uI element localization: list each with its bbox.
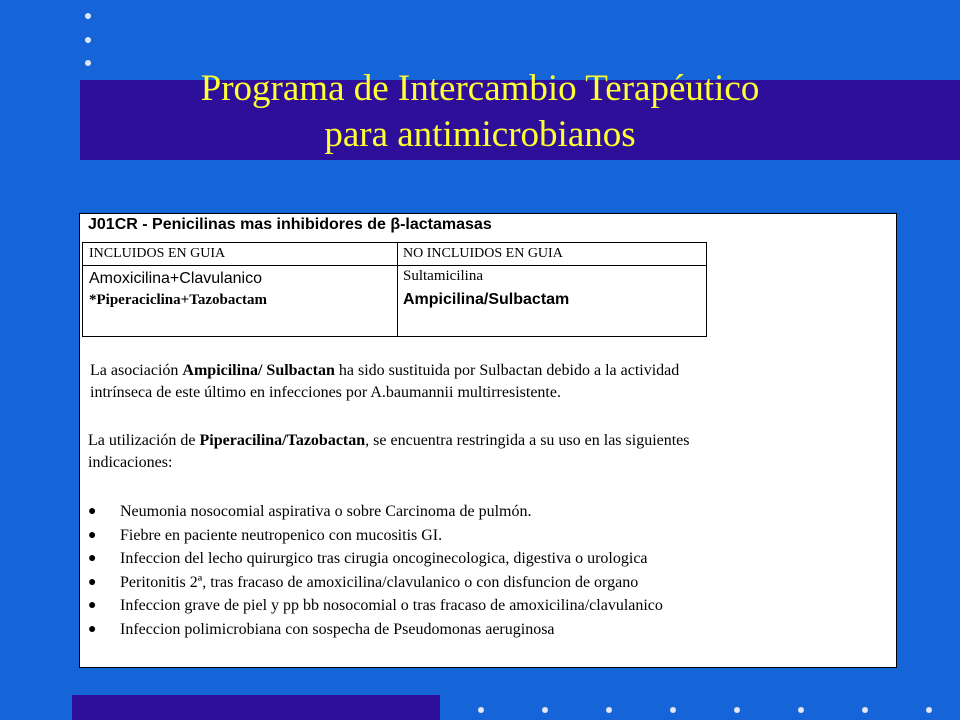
not-included-drug-2: Ampicilina/Sulbactam — [403, 291, 570, 308]
not-included-drug-1: Sultamicilina — [403, 268, 483, 284]
list-item — [88, 525, 663, 549]
list-item — [88, 572, 663, 596]
included-drug-1: Amoxicilina+Clavulanico — [89, 270, 262, 287]
slide-title — [80, 66, 880, 158]
para2-pre: La utilización de — [88, 432, 200, 449]
list-item — [88, 619, 663, 643]
paragraph-ampicilina — [90, 360, 679, 404]
decor-dot — [478, 707, 484, 713]
decor-dot — [85, 13, 91, 19]
decor-dot — [862, 707, 868, 713]
decor-dot — [734, 707, 740, 713]
list-item-text: Fiebre en paciente neutropenico con mucositis GI. — [120, 526, 443, 544]
list-item — [88, 595, 663, 619]
indications-list — [88, 501, 663, 642]
list-item — [88, 501, 663, 525]
decor-dot — [926, 707, 932, 713]
doc-header-text: - Penicilinas mas inhibidores de β-lactamasas — [137, 216, 492, 233]
para2-bold: Piperacilina/Tazobactan — [199, 432, 366, 449]
list-item-text: Peritonitis 2ª, tras fracaso de amoxicilina/clavulanico o con disfuncion de organo — [120, 573, 639, 591]
bottom-band — [72, 695, 440, 720]
doc-header-code: J01CR — [88, 216, 138, 233]
paragraph-piperacilina — [88, 430, 690, 474]
col-header-not-included: NO INCLUIDOS EN GUIA — [403, 246, 563, 261]
bullet-icon: ● — [88, 504, 97, 519]
included-drug-2: *Piperaciclina+Tazobactam — [89, 292, 267, 308]
guide-table — [82, 242, 707, 337]
para1-post: ha sido sustituida por Sulbactan debido a la actividad — [334, 362, 680, 379]
bullet-icon: ● — [88, 621, 97, 637]
list-item — [88, 548, 663, 572]
decor-dot — [85, 37, 91, 43]
slide-title-line1: Programa de Intercambio Terapéutico — [200, 68, 760, 109]
embedded-document — [79, 213, 897, 668]
decor-dot — [606, 707, 612, 713]
para1-pre: La asociación — [90, 362, 183, 379]
doc-header — [88, 216, 492, 234]
bullet-icon: ● — [88, 527, 97, 543]
bullet-icon: ● — [88, 598, 97, 613]
para2-post: , se encuentra restringida a su uso en las siguientes — [365, 432, 690, 449]
bullet-icon: ● — [88, 574, 97, 590]
decor-dot — [670, 707, 676, 713]
decor-dot — [798, 707, 804, 713]
list-item-text: Infeccion grave de piel y pp bb nosocomial o tras fracaso de amoxicilina/clavulanico — [120, 597, 663, 614]
table-divider-horizontal — [83, 265, 706, 266]
bullet-icon: ● — [88, 551, 97, 566]
col-header-included: INCLUIDOS EN GUIA — [89, 246, 226, 261]
para1-line2: intrínseca de este último en infecciones por A.baumannii multirresistente. — [90, 384, 561, 401]
para1-bold: Ampicilina/ Sulbactan — [182, 362, 335, 379]
para2-line2: indicaciones: — [88, 454, 173, 471]
decor-dot — [542, 707, 548, 713]
list-item-text: Neumonia nosocomial aspirativa o sobre Carcinoma de pulmón. — [120, 503, 532, 520]
table-divider-vertical — [397, 243, 398, 336]
list-item-text: Infeccion del lecho quirurgico tras cirugia oncoginecologica, digestiva o urologica — [120, 550, 648, 567]
slide-title-line2: para antimicrobianos — [324, 114, 636, 155]
list-item-text: Infeccion polimicrobiana con sospecha de Pseudomonas aeruginosa — [120, 620, 555, 638]
